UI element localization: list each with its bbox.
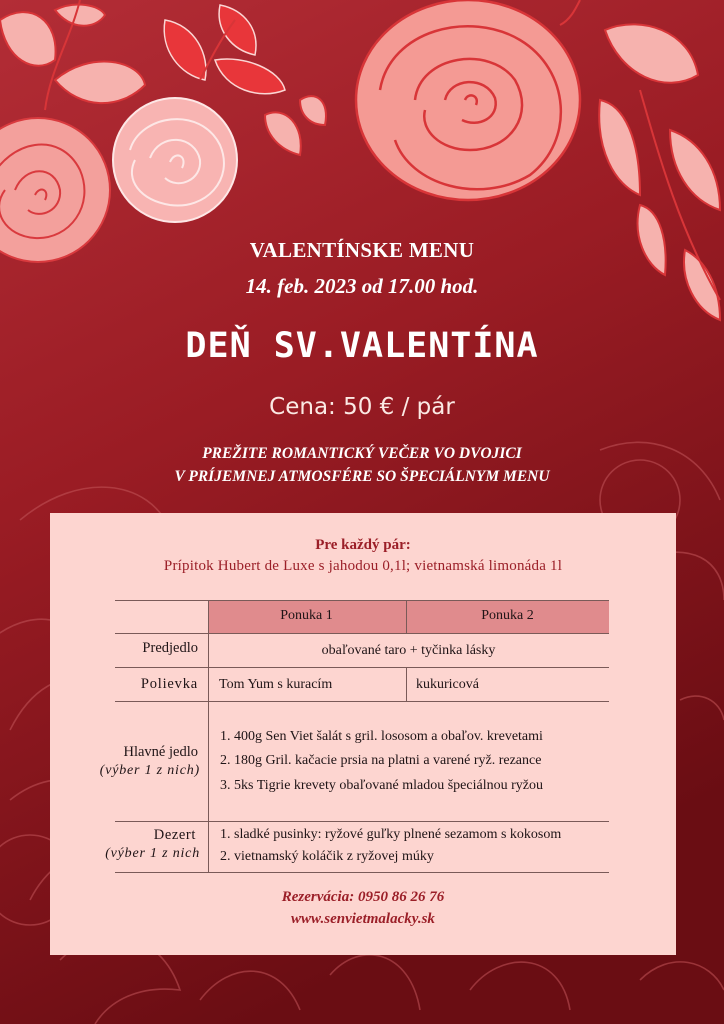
soup-option-2: kukuricová [416, 677, 479, 692]
tagline-line-1: PREŽITE ROMANTICKÝ VEČER VO DVOJICI [202, 445, 522, 462]
price: Cena: 50 € / pár [269, 394, 455, 420]
event-date: 14. feb. 2023 od 17.00 hod. [245, 274, 479, 298]
divider [115, 667, 609, 668]
starter-value: obaľované taro + tyčinka lásky [321, 643, 496, 658]
column-header-1: Ponuka 1 [280, 608, 333, 623]
rose-small-pink [113, 98, 237, 222]
website-link[interactable]: www.senvietmalacky.sk [291, 911, 435, 927]
row-sub-dessert: (výber 1 z nich [105, 846, 200, 861]
divider [115, 701, 609, 702]
reservation-phone: Rezervácia: 0950 86 26 76 [281, 889, 445, 905]
divider [115, 633, 609, 634]
dessert-item-2: 2. vietnamský koláčik z ryžovej múky [220, 849, 434, 864]
row-sub-main: (výber 1 z nich) [99, 763, 200, 778]
soup-option-1: Tom Yum s kuracím [219, 677, 333, 692]
page-title: DEŇ SV.VALENTÍNA [185, 326, 539, 366]
divider [115, 821, 609, 822]
divider [115, 600, 609, 601]
rose-top-right [356, 0, 580, 200]
main-item-1: 1. 400g Sen Viet šalát s gril. lososom a obaľov. krevetami [220, 729, 543, 744]
divider [406, 667, 407, 701]
main-item-3: 3. 5ks Tigrie krevety obaľované mladou špeciálnou ryžou [220, 778, 543, 793]
main-item-2: 2. 180g Gril. kačacie prsia na platni a varené ryž. rezance [220, 753, 542, 768]
divider [208, 600, 209, 872]
column-header-2: Ponuka 2 [481, 608, 534, 623]
row-label-soup: Polievka [140, 676, 198, 692]
pair-title: Pre každý pár: [315, 537, 411, 553]
divider [406, 600, 407, 633]
divider [115, 872, 609, 873]
row-label-starter: Predjedlo [142, 640, 198, 656]
dessert-item-1: 1. sladké pusinky: ryžové guľky plnené sezamom s kokosom [220, 827, 562, 842]
menu-card [50, 513, 676, 955]
tagline-line-2: V PRÍJEMNEJ ATMOSFÉRE SO ŠPECIÁLNYM MENU [174, 468, 550, 485]
menu-label: VALENTÍNSKE MENU [249, 238, 475, 262]
row-label-dessert: Dezert [153, 827, 196, 843]
tagline [0, 442, 724, 488]
pair-drinks: Prípitok Hubert de Luxe s jahodou 0,1l; vietnamská limonáda 1l [163, 558, 563, 574]
row-label-main: Hlavné jedlo [123, 744, 198, 760]
